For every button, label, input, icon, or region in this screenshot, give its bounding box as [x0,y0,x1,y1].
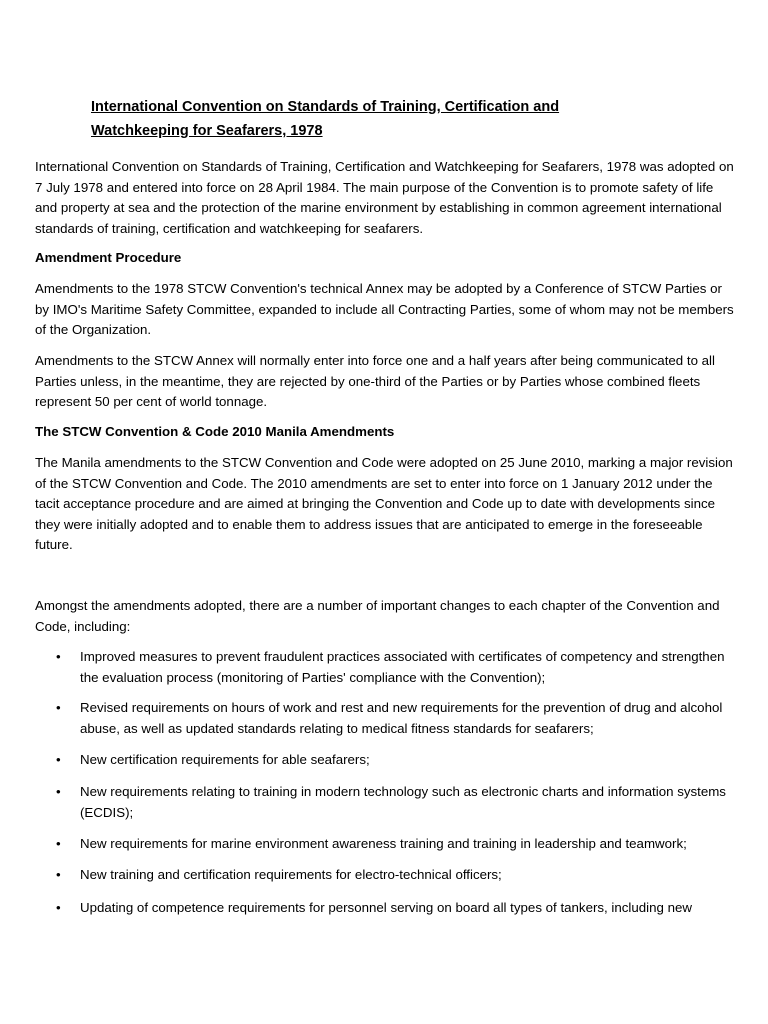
list-item-text: Updating of competence requirements for personnel serving on board all types of tankers, including new [80,900,693,915]
intro-paragraph: International Convention on Standards of Training, Certification and Watchkeeping for Seafarers, 1978 was adopted on 7 July 1978 and entered into force on 28 April 1984. The main purpose of the Convention is to promote safety of life and property at sea and the protection of the marine environment by establishing in common agreement international standards of training, certification and watchkeeping for seafarers. [35,159,734,236]
bullet-icon: • [56,649,61,664]
bullet-icon: • [56,752,61,767]
list-item-text: Revised requirements on hours of work and rest and new requirements for the prevention of drug and alcohol abuse, as well as updated standards relating to medical fitness standards for seafarers; [80,700,723,736]
list-item-text: New requirements relating to training in modern technology such as electronic charts and information systems (ECDIS); [80,784,726,820]
manila-amendments-heading: The STCW Convention & Code 2010 Manila Amendments [35,424,395,439]
bullet-icon: • [56,836,61,851]
bullet-icon: • [56,900,61,915]
manila-paragraph-1: The Manila amendments to the STCW Convention and Code were adopted on 25 June 2010, marking a major revision of the STCW Convention and Code. The 2010 amendments are set to enter into force on 1 January 2012 under the tacit acceptance procedure and are aimed at bringing the Convention and Code up to date with developments since they were initially adopted and to enable them to address issues that are anticipated to emerge in the foreseeable future. [35,455,733,553]
document-title: International Convention on Standards of Training, Certification and Watchkeeping for Seafarers, 1978 [91,99,560,139]
list-item-text: New certification requirements for able seafarers; [80,752,370,767]
bullet-icon: • [56,700,61,715]
amendment-paragraph-1: Amendments to the 1978 STCW Convention's technical Annex may be adopted by a Conference of STCW Parties or by IMO's Maritime Safety Committee, expanded to include all Contracting Parties, some of whom may not be members of the Organization. [35,281,734,338]
list-item-text: New training and certification requirements for electro-technical officers; [80,867,502,882]
bullet-icon: • [56,784,61,799]
manila-paragraph-2: Amongst the amendments adopted, there are a number of important changes to each chapter of the Convention and Code, including: [35,598,720,634]
bullet-icon: • [56,867,61,882]
list-item-text: New requirements for marine environment awareness training and training in leadership and teamwork; [80,836,687,851]
list-item-text: Improved measures to prevent fraudulent practices associated with certificates of competency and strengthen the evaluation process (monitoring of Parties' compliance with the Convention); [80,649,725,685]
amendment-paragraph-2: Amendments to the STCW Annex will normally enter into force one and a half years after being communicated to all Parties unless, in the meantime, they are rejected by one-third of the Parties or by Parties whose combined fleets represent 50 per cent of world tonnage. [35,353,715,410]
amendment-procedure-heading: Amendment Procedure [35,250,182,265]
